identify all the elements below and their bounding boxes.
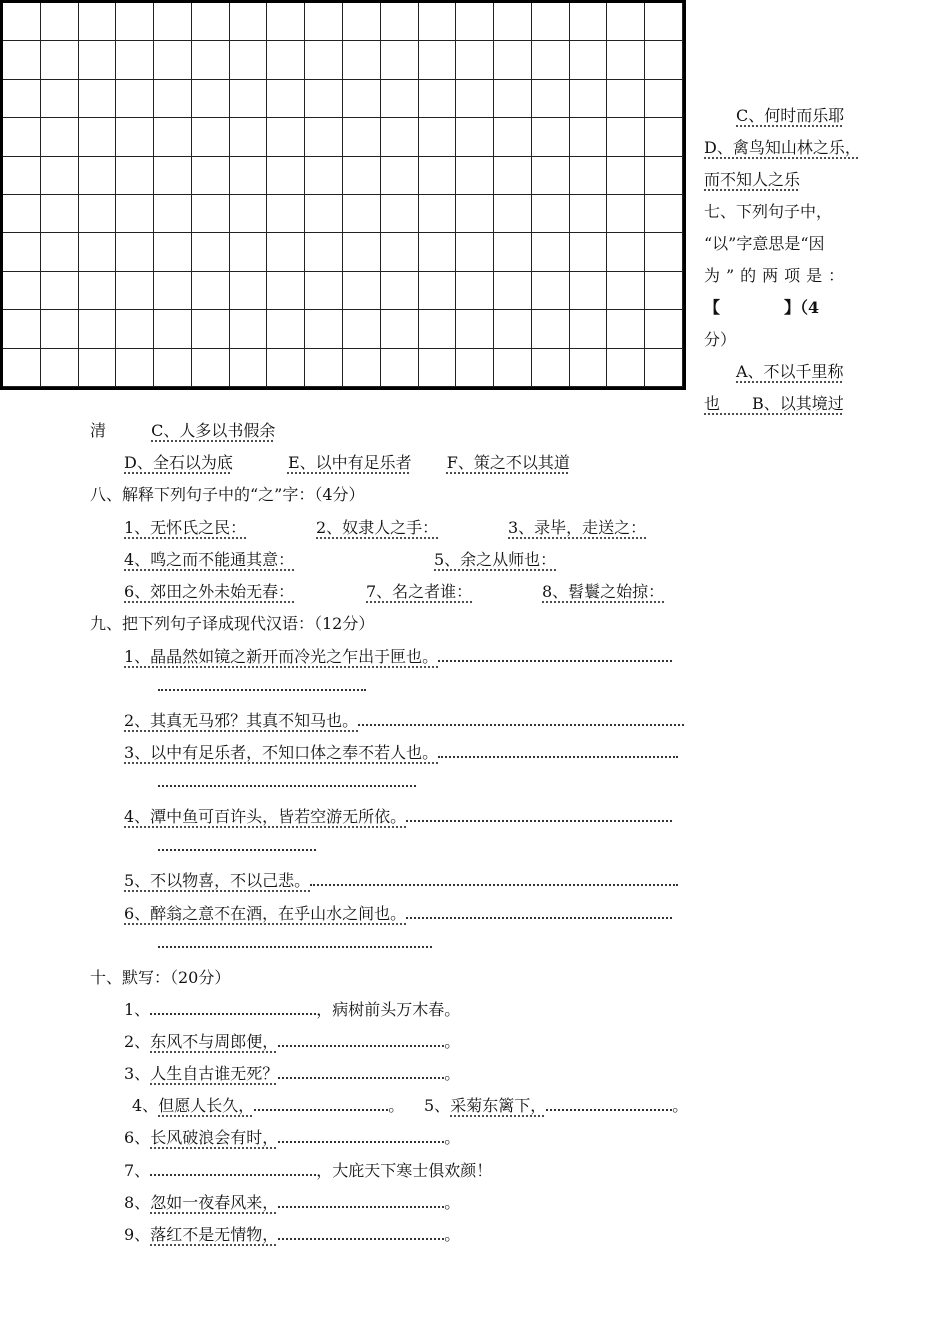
grid-cell[interactable]	[532, 118, 570, 156]
grid-cell[interactable]	[381, 157, 419, 195]
translation-item: 2、其真无马邪？其真不知马也。	[124, 708, 684, 731]
grid-cell[interactable]	[607, 233, 645, 271]
answer-blank[interactable]	[358, 712, 684, 726]
grid-cell[interactable]	[267, 349, 305, 387]
grid-cell[interactable]	[343, 41, 381, 79]
answer-blank[interactable]	[150, 1001, 316, 1015]
grid-cell[interactable]	[343, 3, 381, 41]
grid-cell[interactable]	[116, 157, 154, 195]
grid-cell[interactable]	[607, 3, 645, 41]
grid-cell[interactable]	[305, 41, 343, 79]
grid-cell[interactable]	[3, 3, 41, 41]
answer-blank[interactable]	[254, 1097, 388, 1111]
grid-cell[interactable]	[116, 310, 154, 348]
grid-cell[interactable]	[381, 272, 419, 310]
grid-cell[interactable]	[79, 80, 117, 118]
grid-cell[interactable]	[456, 80, 494, 118]
grid-cell[interactable]	[456, 41, 494, 79]
list-item: 8、髫鬟之始掠：	[542, 582, 665, 601]
answer-blank-line[interactable]	[158, 772, 416, 791]
grid-cell[interactable]	[570, 118, 608, 156]
dictation-item: 1、 ，病树前头万木春。	[124, 1000, 461, 1019]
grid-cell[interactable]	[79, 349, 117, 387]
grid-cell[interactable]	[230, 41, 268, 79]
grid-cell[interactable]	[192, 233, 230, 271]
side-line: 为”的两项是：	[704, 266, 851, 285]
grid-cell[interactable]	[381, 349, 419, 387]
grid-cell[interactable]	[381, 3, 419, 41]
grid-cell[interactable]	[645, 118, 683, 156]
grid-cell[interactable]	[79, 195, 117, 233]
translation-item: 4、潭中鱼可百许头，皆若空游无所依。	[124, 804, 672, 827]
dictation-item: 3、人生自古谁无死？ 。	[124, 1064, 461, 1083]
answer-blank-line[interactable]	[158, 836, 316, 855]
grid-cell[interactable]	[343, 157, 381, 195]
side-line: D、禽鸟知山林之乐，	[704, 138, 861, 157]
grid-cell[interactable]	[3, 349, 41, 387]
grid-cell[interactable]	[381, 195, 419, 233]
grid-cell[interactable]	[230, 80, 268, 118]
grid-cell[interactable]	[419, 157, 457, 195]
option-line: D、全石以为底 E、以中有足乐者 F、策之不以其道	[124, 453, 570, 472]
grid-cell[interactable]	[230, 310, 268, 348]
grid-cell[interactable]	[645, 349, 683, 387]
side-line: 也 B、以其境过	[704, 394, 844, 413]
grid-cell[interactable]	[532, 310, 570, 348]
answer-blank[interactable]	[150, 1162, 316, 1176]
list-item: 7、名之者谁：	[366, 582, 473, 601]
grid-cell[interactable]	[343, 272, 381, 310]
grid-cell[interactable]	[267, 195, 305, 233]
list-item: 2、奴隶人之手：	[316, 518, 439, 537]
grid-cell[interactable]	[419, 41, 457, 79]
grid-cell[interactable]	[607, 349, 645, 387]
grid-cell[interactable]	[570, 41, 608, 79]
grid-cell[interactable]	[532, 272, 570, 310]
grid-cell[interactable]	[3, 157, 41, 195]
grid-cell[interactable]	[305, 195, 343, 233]
answer-blank[interactable]	[278, 1194, 444, 1208]
grid-cell[interactable]	[267, 3, 305, 41]
section10-title: 十、默写：（20分）	[90, 968, 231, 987]
grid-cell[interactable]	[456, 233, 494, 271]
grid-cell[interactable]	[419, 80, 457, 118]
grid-cell[interactable]	[41, 41, 79, 79]
grid-cell[interactable]	[305, 349, 343, 387]
translation-item: 5、不以物喜，不以己悲。	[124, 868, 678, 891]
answer-blank[interactable]	[310, 872, 678, 886]
grid-cell[interactable]	[381, 118, 419, 156]
translation-item: 3、以中有足乐者，不知口体之奉不若人也。	[124, 740, 678, 763]
grid-cell[interactable]	[192, 118, 230, 156]
dictation-item: 6、长风破浪会有时， 。	[124, 1128, 461, 1147]
grid-cell[interactable]	[456, 272, 494, 310]
grid-cell[interactable]	[419, 272, 457, 310]
grid-cell[interactable]	[305, 233, 343, 271]
grid-cell[interactable]	[494, 80, 532, 118]
grid-cell[interactable]	[230, 233, 268, 271]
grid-cell[interactable]	[607, 195, 645, 233]
grid-cell[interactable]	[645, 3, 683, 41]
grid-cell[interactable]	[192, 272, 230, 310]
answer-blank[interactable]	[406, 808, 672, 822]
section8-title: 八、解释下列句子中的“之”字：（4分）	[90, 485, 365, 504]
side-line: 而不知人之乐	[704, 170, 801, 189]
grid-cell[interactable]	[381, 41, 419, 79]
section9-title: 九、把下列句子译成现代汉语：（12分）	[90, 614, 375, 633]
grid-cell[interactable]	[305, 118, 343, 156]
grid-cell[interactable]	[343, 118, 381, 156]
side-line: 分）	[704, 330, 737, 349]
grid-cell[interactable]	[456, 195, 494, 233]
grid-cell[interactable]	[607, 118, 645, 156]
grid-cell[interactable]	[645, 41, 683, 79]
grid-cell[interactable]	[570, 349, 608, 387]
grid-cell[interactable]	[41, 118, 79, 156]
grid-cell[interactable]	[154, 195, 192, 233]
grid-cell[interactable]	[192, 349, 230, 387]
translation-item: 1、晶晶然如镜之新开而冷光之乍出于匣也。	[124, 644, 672, 667]
grid-cell[interactable]	[305, 3, 343, 41]
grid-cell[interactable]	[3, 233, 41, 271]
grid-cell[interactable]	[267, 41, 305, 79]
grid-cell[interactable]	[419, 310, 457, 348]
grid-cell[interactable]	[645, 272, 683, 310]
grid-cell[interactable]	[230, 157, 268, 195]
grid-cell[interactable]	[230, 3, 268, 41]
grid-cell[interactable]	[570, 3, 608, 41]
grid-cell[interactable]	[154, 233, 192, 271]
grid-cell[interactable]	[494, 3, 532, 41]
grid-cell[interactable]	[494, 272, 532, 310]
grid-cell[interactable]	[381, 310, 419, 348]
dictation-item: 4、但愿人长久， 。	[132, 1096, 405, 1115]
grid-cell[interactable]	[456, 157, 494, 195]
grid-cell[interactable]	[494, 118, 532, 156]
grid-cell[interactable]	[116, 349, 154, 387]
grid-cell[interactable]	[3, 41, 41, 79]
grid-cell[interactable]	[305, 80, 343, 118]
grid-cell[interactable]	[267, 157, 305, 195]
grid-cell[interactable]	[3, 195, 41, 233]
list-item: 6、郊田之外未始无春：	[124, 582, 295, 601]
grid-cell[interactable]	[116, 80, 154, 118]
grid-cell[interactable]	[607, 272, 645, 310]
grid-cell[interactable]	[305, 272, 343, 310]
grid-cell[interactable]	[41, 233, 79, 271]
grid-cell[interactable]	[532, 157, 570, 195]
grid-cell[interactable]	[41, 3, 79, 41]
grid-cell[interactable]	[267, 272, 305, 310]
grid-cell[interactable]	[532, 41, 570, 79]
grid-cell[interactable]	[230, 349, 268, 387]
section7-title: 七、下列句子中，	[704, 202, 833, 221]
grid-cell[interactable]	[192, 310, 230, 348]
grid-cell[interactable]	[192, 157, 230, 195]
grid-cell[interactable]	[230, 272, 268, 310]
list-item: 3、录毕，走送之：	[508, 518, 647, 537]
grid-cell[interactable]	[532, 233, 570, 271]
grid-cell[interactable]	[607, 80, 645, 118]
grid-cell[interactable]	[116, 233, 154, 271]
grid-cell[interactable]	[79, 118, 117, 156]
grid-cell[interactable]	[192, 3, 230, 41]
grid-cell[interactable]	[154, 41, 192, 79]
grid-cell[interactable]	[381, 80, 419, 118]
dictation-item: 9、落红不是无情物， 。	[124, 1225, 461, 1244]
grid-cell[interactable]	[343, 195, 381, 233]
grid-cell[interactable]	[343, 349, 381, 387]
grid-cell[interactable]	[154, 272, 192, 310]
grid-cell[interactable]	[570, 310, 608, 348]
grid-cell[interactable]	[494, 349, 532, 387]
grid-cell[interactable]	[79, 157, 117, 195]
grid-cell[interactable]	[192, 80, 230, 118]
side-line: A、不以千里称	[736, 362, 844, 381]
grid-cell[interactable]	[570, 157, 608, 195]
grid-cell[interactable]	[532, 80, 570, 118]
grid-cell[interactable]	[154, 349, 192, 387]
grid-cell[interactable]	[343, 80, 381, 118]
grid-cell[interactable]	[419, 195, 457, 233]
grid-cell[interactable]	[41, 195, 79, 233]
grid-cell[interactable]	[419, 118, 457, 156]
grid-cell[interactable]	[494, 41, 532, 79]
option-line: 清 C、人多以书假余	[90, 421, 276, 440]
grid-cell[interactable]	[494, 157, 532, 195]
side-column-text	[704, 100, 864, 420]
grid-cell[interactable]	[607, 157, 645, 195]
grid-cell[interactable]	[230, 195, 268, 233]
grid-cell[interactable]	[267, 233, 305, 271]
grid-cell[interactable]	[494, 310, 532, 348]
grid-cell[interactable]	[3, 80, 41, 118]
grid-cell[interactable]	[3, 272, 41, 310]
grid-cell[interactable]	[267, 118, 305, 156]
grid-cell[interactable]	[41, 310, 79, 348]
answer-blank[interactable]	[278, 1033, 444, 1047]
grid-cell[interactable]	[116, 272, 154, 310]
grid-cell[interactable]	[456, 310, 494, 348]
grid-cell[interactable]	[645, 80, 683, 118]
side-line: “以”字意思是“因	[704, 234, 825, 253]
dictation-item: 8、忽如一夜春风来， 。	[124, 1193, 461, 1212]
list-item: 1、无怀氏之民：	[124, 518, 247, 537]
translation-item: 6、醉翁之意不在酒，在乎山水之间也。	[124, 901, 672, 924]
grid-cell[interactable]	[343, 310, 381, 348]
answer-blank[interactable]	[438, 744, 678, 758]
grid-cell[interactable]	[267, 310, 305, 348]
answer-blank[interactable]	[278, 1129, 444, 1143]
grid-cell[interactable]	[456, 349, 494, 387]
grid-cell[interactable]	[154, 3, 192, 41]
list-item: 5、余之从师也：	[434, 550, 557, 569]
grid-cell[interactable]	[192, 195, 230, 233]
grid-cell[interactable]	[456, 3, 494, 41]
grid-cell[interactable]	[343, 233, 381, 271]
grid-cell[interactable]	[607, 41, 645, 79]
answer-bracket: 【 】（4	[704, 298, 820, 317]
grid-cell[interactable]	[41, 80, 79, 118]
grid-cell[interactable]	[645, 157, 683, 195]
grid-cell[interactable]	[79, 41, 117, 79]
dictation-item: 2、东风不与周郎便， 。	[124, 1032, 461, 1051]
composition-grid	[0, 0, 686, 390]
grid-cell[interactable]	[570, 195, 608, 233]
grid-cell[interactable]	[419, 349, 457, 387]
answer-blank[interactable]	[278, 1065, 444, 1079]
grid-cell[interactable]	[116, 3, 154, 41]
grid-cell[interactable]	[230, 118, 268, 156]
grid-cell[interactable]	[79, 233, 117, 271]
grid-cell[interactable]	[494, 233, 532, 271]
answer-blank-line[interactable]	[158, 676, 366, 695]
side-line: C、何时而乐耶	[736, 106, 845, 125]
grid-cell[interactable]	[116, 195, 154, 233]
grid-cell[interactable]	[116, 41, 154, 79]
grid-cell[interactable]	[645, 195, 683, 233]
grid-cell[interactable]	[381, 233, 419, 271]
grid-cell[interactable]	[532, 3, 570, 41]
grid-cell[interactable]	[79, 310, 117, 348]
grid-cell[interactable]	[532, 349, 570, 387]
grid-cell[interactable]	[154, 80, 192, 118]
grid-cell[interactable]	[305, 157, 343, 195]
grid-cell[interactable]	[41, 349, 79, 387]
grid-cell[interactable]	[116, 118, 154, 156]
grid-cell[interactable]	[41, 157, 79, 195]
grid-cell[interactable]	[456, 118, 494, 156]
grid-cell[interactable]	[532, 195, 570, 233]
answer-blank[interactable]	[406, 905, 672, 919]
grid-cell[interactable]	[3, 310, 41, 348]
grid-cell[interactable]	[419, 233, 457, 271]
grid-cell[interactable]	[645, 233, 683, 271]
grid-cell[interactable]	[305, 310, 343, 348]
grid-cell[interactable]	[570, 80, 608, 118]
grid-cell[interactable]	[419, 3, 457, 41]
answer-blank[interactable]	[438, 648, 672, 662]
grid-cell[interactable]	[3, 118, 41, 156]
grid-cell[interactable]	[154, 310, 192, 348]
grid-cell[interactable]	[154, 118, 192, 156]
grid-cell[interactable]	[41, 272, 79, 310]
answer-blank[interactable]	[546, 1097, 672, 1111]
grid-cell[interactable]	[79, 3, 117, 41]
grid-cell[interactable]	[645, 310, 683, 348]
dictation-item: 5、采菊东篱下， 。	[424, 1096, 689, 1115]
grid-cell[interactable]	[494, 195, 532, 233]
grid-cell[interactable]	[79, 272, 117, 310]
grid-cell[interactable]	[570, 272, 608, 310]
grid-cell[interactable]	[192, 41, 230, 79]
grid-cell[interactable]	[570, 233, 608, 271]
dictation-item: 7、 ，大庇天下寒士俱欢颜！	[124, 1161, 493, 1180]
grid-cell[interactable]	[267, 80, 305, 118]
answer-blank-line[interactable]	[158, 933, 432, 952]
grid-cell[interactable]	[154, 157, 192, 195]
answer-blank[interactable]	[278, 1226, 444, 1240]
list-item: 4、鸣之而不能通其意：	[124, 550, 295, 569]
grid-cell[interactable]	[607, 310, 645, 348]
